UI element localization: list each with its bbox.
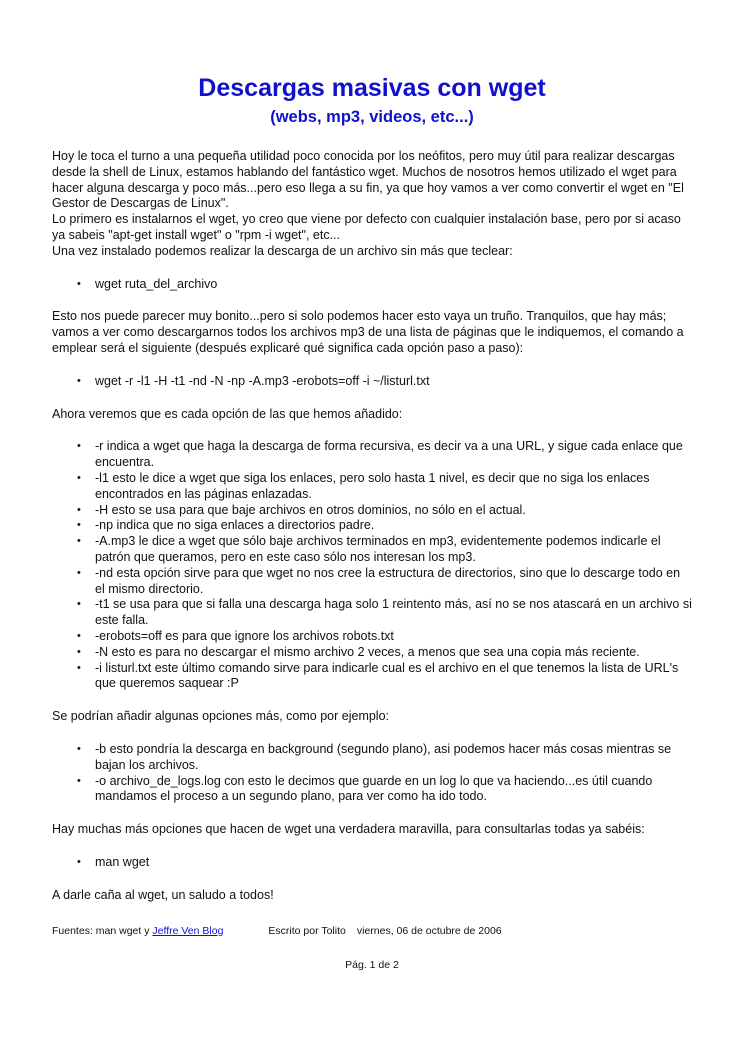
paragraph-intro-command: Esto nos puede parecer muy bonito...pero si solo podemos hacer esto vaya un truño. Tranquilos, que hay más; vamos a ver como descargarnos todos los archivos mp3 de una lista de páginas que le indiquemos, el comando a emplear será el siguiente (después explicaré qué significa cada opción paso a paso): — [52, 309, 684, 355]
bullet-icon: • — [77, 742, 81, 755]
paragraph-closing: A darle caña al wget, un saludo a todos! — [52, 887, 274, 902]
list-item: • -A.mp3 le dice a wget que sólo baje archivos terminados en mp3, evidentemente podemos indicarle el patrón que queramos, pero en este caso sólo nos interesan los mp3. — [77, 534, 661, 564]
source-link[interactable]: Jeffre Ven Blog — [152, 925, 224, 937]
list-item: • -np indica que no siga enlaces a directorios padre. — [77, 518, 375, 533]
list-item: • wget -r -l1 -H -t1 -nd -N -np -A.mp3 -erobots=off -i ~/listurl.txt — [77, 373, 430, 388]
document-title: Descargas masivas con wget — [198, 74, 546, 102]
list-item: • -t1 se usa para que si falla una descarga haga solo 1 reintento más, así no se nos atascará en un archivo si este falla. — [77, 597, 692, 628]
list-item: • -H esto se usa para que baje archivos en otros dominios, no sólo en el actual. — [77, 502, 526, 517]
list-item: • -i listurl.txt este último comando sirve para indicarle cual es el archivo en el que tenemos la lista de URL's que queremos saquear :P — [77, 660, 679, 691]
document-footer — [52, 924, 502, 938]
list-item: • -r indica a wget que haga la descarga de forma recursiva, es decir va a una URL, y sigue cada enlace que encuentra. — [77, 439, 683, 470]
list-item: • -l1 esto le dice a wget que siga los enlaces, pero solo hasta 1 nivel, es decir que no siga los enlaces encontrados en las páginas enlazadas. — [77, 470, 650, 501]
list-item: • -N esto es para no descargar el mismo archivo 2 veces, a menos que sea una copia más reciente. — [77, 644, 640, 659]
date-label: viernes, 06 de octubre de 2006 — [356, 925, 502, 937]
article-body — [52, 149, 692, 903]
man-list — [52, 855, 692, 871]
intro-paragraph: Lo primero es instalarnos el wget, yo creo que viene por defecto con cualquier instalación base, pero por si acaso ya sabeis "apt-get install wget" o "rpm -i wget", etc... — [52, 212, 681, 242]
list-item: • man wget — [77, 854, 150, 869]
bullet-icon: • — [77, 598, 81, 611]
bullet-icon: • — [77, 661, 81, 674]
bullet-icon: • — [77, 471, 81, 484]
bullet-icon: • — [77, 774, 81, 787]
bullet-icon: • — [77, 440, 81, 453]
page-number: Pág. 1 de 2 — [345, 959, 399, 971]
bullet-icon: • — [77, 374, 81, 387]
document-subtitle: (webs, mp3, videos, etc...) — [270, 108, 474, 126]
sources-label: Fuentes: man wget y — [52, 925, 153, 937]
bullet-icon: • — [77, 566, 81, 579]
bullet-icon: • — [77, 503, 81, 516]
list-item: • -nd esta opción sirve para que wget no nos cree la estructura de directorios, sino que lo descarge todo en el mismo directorio. — [77, 565, 681, 596]
bullet-icon: • — [77, 855, 81, 868]
paragraph-options-heading: Ahora veremos que es cada opción de las que hemos añadido: — [52, 406, 403, 421]
bullet-icon: • — [77, 645, 81, 658]
intro-paragraph: Una vez instalado podemos realizar la descarga de un archivo sin más que teclear: — [52, 243, 513, 258]
list-item: • wget ruta_del_archivo — [77, 276, 218, 291]
bullet-icon: • — [77, 535, 81, 548]
bullet-icon: • — [77, 629, 81, 642]
bullet-icon: • — [77, 277, 81, 290]
command-list-basic — [52, 277, 692, 293]
author-label: Escrito por Tolito — [268, 925, 346, 937]
extra-options-list — [52, 742, 692, 805]
command-list-full — [52, 374, 692, 390]
options-list — [52, 439, 692, 692]
paragraph-extra-options: Se podrían añadir algunas opciones más, como por ejemplo: — [52, 709, 390, 724]
paragraph-more-options: Hay muchas más opciones que hacen de wget una verdadera maravilla, para consultarlas todas ya sabéis: — [52, 822, 645, 837]
list-item: • -b esto pondría la descarga en background (segundo plano), asi podemos hacer más cosas mientras se bajan los archivos. — [77, 741, 672, 772]
list-item: • -erobots=off es para que ignore los archivos robots.txt — [77, 628, 394, 643]
list-item: • -o archivo_de_logs.log con esto le decimos que guarde en un log lo que va haciendo...es útil cuando mandamos el proceso a un segundo plano, para ver como ha ido todo. — [77, 773, 653, 804]
intro-paragraph: Hoy le toca el turno a una pequeña utilidad poco conocida por los neófitos, pero muy útil para realizar descargas desde la shell de Linux, estamos hablando del fantástico wget. Muchos de nosotros hemos utilizado el wget para hacer alguna descarga y poco más...pero eso llega a su fin, ya que hoy vamos a ver como convertir el wget en "El Gestor de Descargas de Linux". — [52, 149, 684, 211]
bullet-icon: • — [77, 519, 81, 532]
